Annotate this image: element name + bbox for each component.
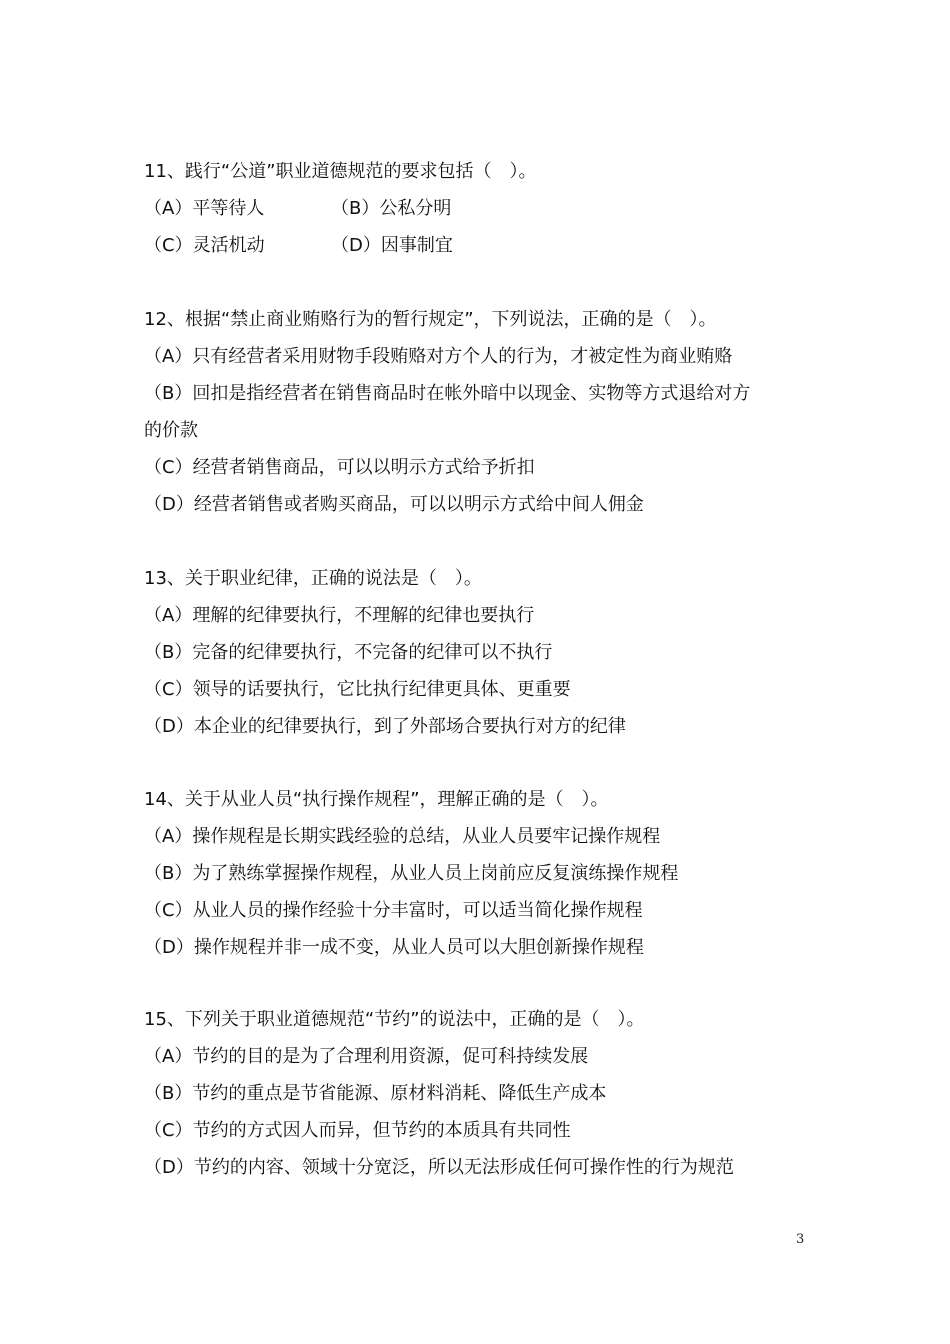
question-14-stem: 14、关于从业人员“执行操作规程”，理解正确的是（ ）。 <box>144 789 609 810</box>
question-15-option-a: （A）节约的目的是为了合理利用资源，促可科持续发展 <box>144 1046 589 1067</box>
question-12-stem: 12、根据“禁止商业贿赂行为的暂行规定”，下列说法，正确的是（ ）。 <box>144 309 717 330</box>
question-13-stem: 13、关于职业纪律，正确的说法是（ ）。 <box>144 568 482 589</box>
question-11-option-d: （D）因事制宜 <box>331 235 453 256</box>
question-14-option-d: （D）操作规程并非一成不变，从业人员可以大胆创新操作规程 <box>144 937 644 958</box>
question-11-option-a: （A）平等待人 <box>144 198 265 219</box>
question-14-option-b: （B）为了熟练掌握操作规程，从业人员上岗前应反复演练操作规程 <box>144 863 679 884</box>
question-15-option-d: （D）节约的内容、领域十分宽泛，所以无法形成任何可操作性的行为规范 <box>144 1157 734 1178</box>
question-12-option-b: （B）回扣是指经营者在销售商品时在帐外暗中以现金、实物等方式退给对方 <box>144 383 751 404</box>
question-15-option-b: （B）节约的重点是节省能源、原材料消耗、降低生产成本 <box>144 1083 607 1104</box>
question-12-option-b-continued: 的价款 <box>144 420 198 441</box>
question-13-option-a: （A）理解的纪律要执行，不理解的纪律也要执行 <box>144 605 535 626</box>
question-14-option-a: （A）操作规程是长期实践经验的总结，从业人员要牢记操作规程 <box>144 826 661 847</box>
question-14-option-c: （C）从业人员的操作经验十分丰富时，可以适当简化操作规程 <box>144 900 643 921</box>
question-12-option-d: （D）经营者销售或者购买商品，可以以明示方式给中间人佣金 <box>144 494 644 515</box>
question-11-option-c: （C）灵活机动 <box>144 235 265 256</box>
question-15-option-c: （C）节约的方式因人而异，但节约的本质具有共同性 <box>144 1120 571 1141</box>
question-13-option-c: （C）领导的话要执行，它比执行纪律更具体、更重要 <box>144 679 571 700</box>
question-11-stem: 11、践行“公道”职业道德规范的要求包括（ ）。 <box>144 161 537 182</box>
question-15-stem: 15、下列关于职业道德规范“节约”的说法中，正确的是（ ）。 <box>144 1009 645 1030</box>
question-11-option-b: （B）公私分明 <box>331 198 452 219</box>
question-12-option-a: （A）只有经营者采用财物手段贿赂对方个人的行为，才被定性为商业贿赂 <box>144 346 733 367</box>
page-number: 3 <box>796 1232 805 1247</box>
question-13-option-d: （D）本企业的纪律要执行，到了外部场合要执行对方的纪律 <box>144 716 626 737</box>
question-12-option-c: （C）经营者销售商品，可以以明示方式给予折扣 <box>144 457 535 478</box>
question-13-option-b: （B）完备的纪律要执行，不完备的纪律可以不执行 <box>144 642 553 663</box>
